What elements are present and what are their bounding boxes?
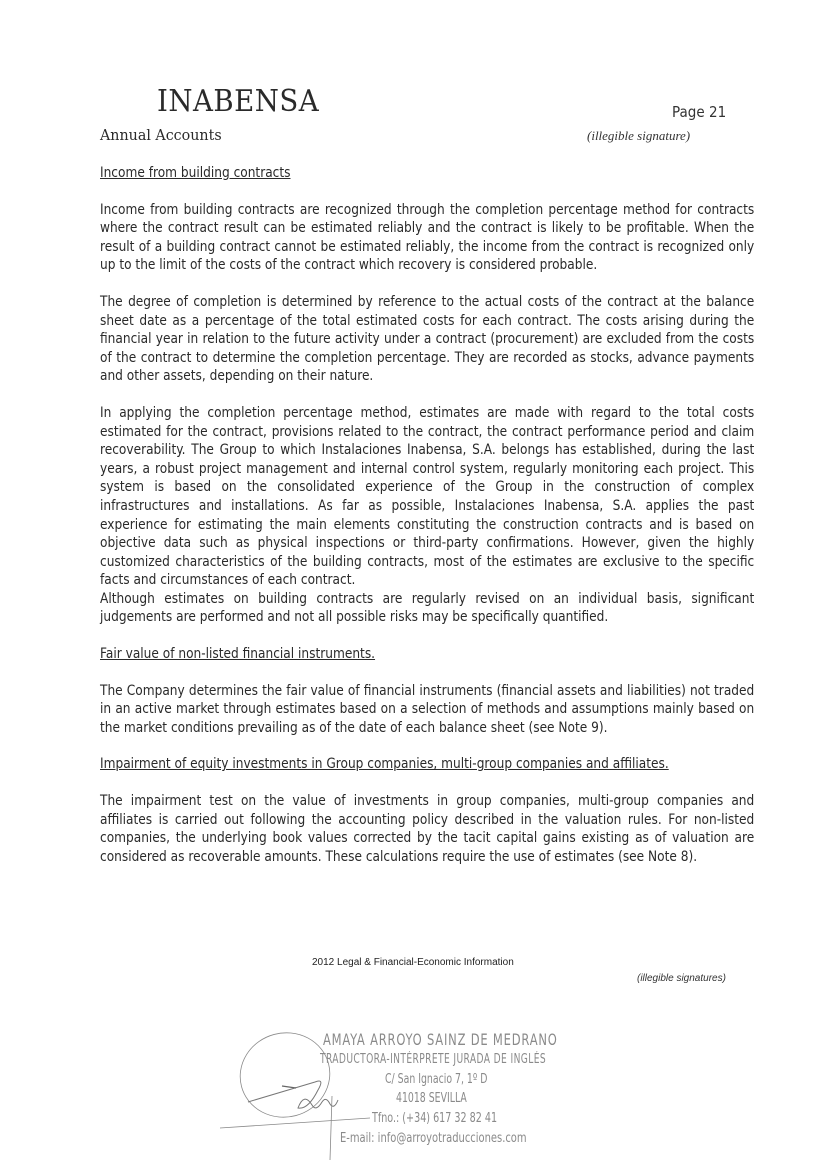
company-logo: INABENSA [157, 84, 320, 119]
paragraph: The impairment test on the value of investments in group companies, multi-group companies and affiliates is carried out following the accounting policy described in the valuation rules. For non-listed companies, the underlying book values corrected by the tacit capital gains existing as of valuation are considered as recoverable amounts. These calculations require the use of estimates (see Note 8). [100, 793, 755, 865]
paragraph: The degree of completion is determined by reference to the actual costs of the contract at the balance sheet date as a percentage of the total estimated costs for each contract. The costs arising during the financial year in relation to the future activity under a contract (procurement) are excluded from the costs of the contract to determine the completion percentage. They are recorded as stocks, advance payments and other assets, depending on their nature. [100, 293, 755, 385]
body-content [100, 164, 754, 866]
section-impairment [100, 755, 754, 866]
footer-text: 2012 Legal & Financial-Economic Information [312, 957, 514, 968]
stamp-title: TRADUCTORA-INTÉRPRETE JURADA DE INGLÉS [320, 1052, 547, 1067]
document-body [100, 164, 754, 884]
section-heading: Impairment of equity investments in Group companies, multi-group companies and affiliates. [100, 756, 669, 773]
section-income-building-contracts [100, 164, 754, 627]
paragraph: In applying the completion percentage method, estimates are made with regard to the total costs estimated for the contract, provisions related to the contract, the contract performance period and claim recoverability. The Group to which Instalaciones Inabensa, S.A. belongs has established, during the last years, a robust project management and internal control system, regularly monitoring each project. This system is based on the consolidated experience of the Group in the construction of complex infrastructures and installations. As far as possible, Instalaciones Inabensa, S.A. applies the past experience for estimating the main elements constituting the construction contracts and is based on objective data such as physical inspections or third-party confirmations. However, given the highly customized characteristics of the building contracts, most of the estimates are exclusive to the specific facts and circumstances of each contract. [100, 404, 755, 589]
signature-note-top: (illegible signature) [587, 128, 691, 143]
stamp-email: E-mail: info@arroyotraducciones.com [340, 1131, 527, 1146]
section-heading: Fair value of non-listed financial instruments. [100, 646, 376, 663]
paragraph: Income from building contracts are recognized through the completion percentage method for contracts where the contract result can be estimated reliably and the contract is likely to be profitable. When the result of a building contract cannot be estimated reliably, the income from the contract is recognized only up to the limit of the costs of the contract which recovery is considered probable. [100, 201, 755, 274]
paragraph: The Company determines the fair value of financial instruments (financial assets and liabilities) not traded in an active market through estimates based on a selection of methods and assumptions mainly based on the market conditions prevailing as of the date of each balance sheet (see Note 9). [100, 682, 755, 736]
paragraph: Although estimates on building contracts are regularly revised on an individual basis, significant judgements are performed and not all possible risks may be specifically quantified. [100, 590, 755, 626]
section-heading: Income from building contracts [100, 165, 291, 181]
signature-note-bottom: (illegible signatures) [637, 973, 726, 984]
document-subtitle: Annual Accounts [100, 126, 222, 144]
stamp-address: C/ San Ignacio 7, 1º D [385, 1072, 488, 1087]
stamp-name: AMAYA ARROYO SAINZ DE MEDRANO [323, 1030, 558, 1049]
section-fair-value [100, 645, 754, 737]
translator-stamp [200, 1020, 620, 1170]
stamp-city: 41018 SEVILLA [396, 1091, 467, 1106]
page-number: Page 21 [672, 103, 727, 121]
stamp-phone: Tfno.: (+34) 617 32 82 41 [372, 1111, 498, 1126]
